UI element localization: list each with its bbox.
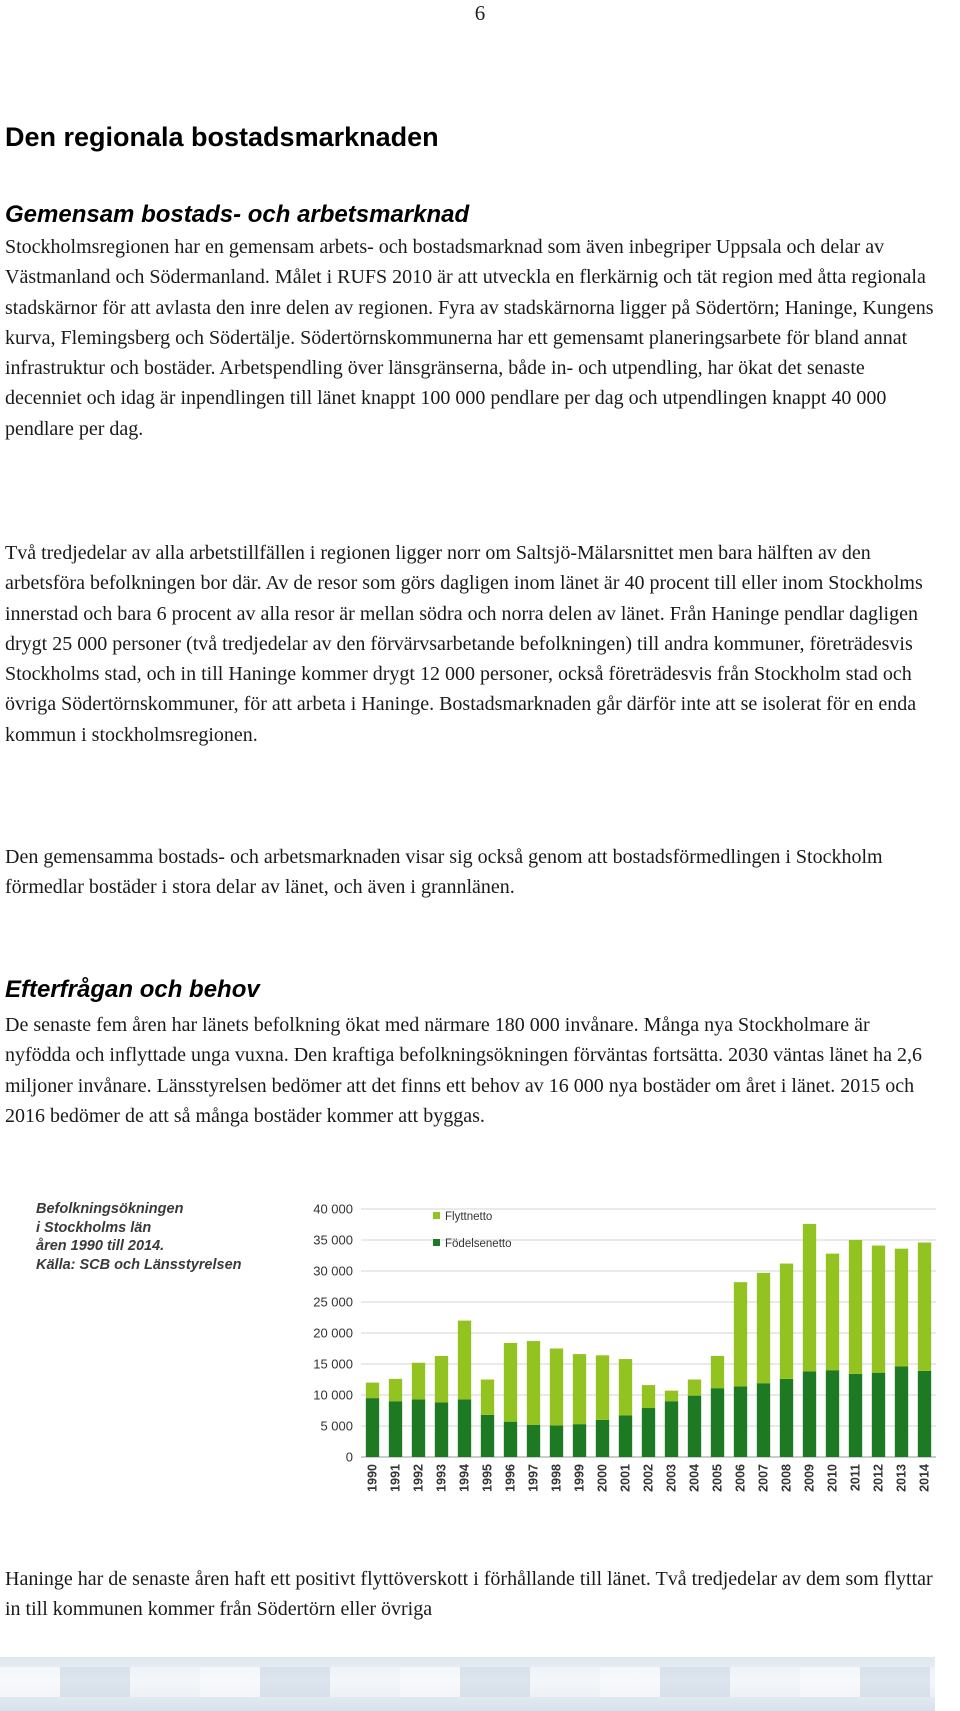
- x-tick-label: 1999: [572, 1464, 587, 1492]
- bar-fodelsenetto: [412, 1399, 425, 1457]
- x-tick-label: 2004: [687, 1464, 702, 1492]
- x-tick-label: 1992: [411, 1464, 426, 1492]
- bar-flyttnetto: [711, 1356, 724, 1388]
- paragraph-5: Haninge har de senaste åren haft ett positivt flyttöverskott i förhållande till länet. Två tredjedelar av dem som flyttar in till kommunen kommer från Södertörn eller övriga: [5, 1568, 933, 1621]
- x-tick-label: 1998: [549, 1464, 564, 1492]
- x-tick-label: 1994: [457, 1464, 472, 1492]
- bar-fodelsenetto: [435, 1402, 448, 1457]
- bar-flyttnetto: [412, 1363, 425, 1400]
- y-tick-label: 5 000: [320, 1418, 353, 1434]
- bar-fodelsenetto: [688, 1396, 701, 1457]
- bar-flyttnetto: [481, 1380, 494, 1415]
- page-title: Den regionala bostadsmarknaden: [5, 122, 439, 152]
- paragraph-2: Två tredjedelar av alla arbetstillfällen i regionen ligger norr om Saltsjö-Mälarsnittet men bara hälften av den arbetsföra befolkningen bor där. Av de resor som görs dagligen inom länet är 40 procent till eller inom Stockholms innerstad och bara 6 procent av alla resor är mellan södra och norra delen av länet. Från Haninge pendlar dagligen drygt 25 000 personer (två tredjedelar av den förvärvsarbetande befolkningen) till andra kommuner, företrädesvis Stockholms stad, och in till Haninge kommer drygt 12 000 personer, också företrädesvis från Stockholm stad och övriga Södertörnskommuner, för att arbeta i Haninge. Bostadsmarknaden går därför inte att se isolerat för en enda kommun i stockholmsregionen.: [5, 542, 923, 746]
- x-tick-label: 2000: [595, 1464, 610, 1492]
- bar-flyttnetto: [435, 1356, 448, 1403]
- bar-fodelsenetto: [757, 1383, 770, 1457]
- bar-flyttnetto: [734, 1282, 747, 1386]
- bar-flyttnetto: [780, 1264, 793, 1379]
- bar-flyttnetto: [642, 1385, 655, 1408]
- x-tick-label: 2013: [894, 1464, 909, 1492]
- legend-swatch: [433, 1212, 440, 1219]
- chart-caption-line: åren 1990 till 2014.: [36, 1238, 165, 1254]
- bar-flyttnetto: [366, 1383, 379, 1399]
- x-tick-label: 2007: [756, 1464, 771, 1492]
- x-tick-label: 2005: [710, 1464, 725, 1492]
- x-tick-label: 2012: [871, 1464, 886, 1492]
- x-tick-label: 2014: [917, 1464, 932, 1492]
- bar-flyttnetto: [688, 1380, 701, 1396]
- bar-flyttnetto: [550, 1349, 563, 1426]
- x-tick-label: 2009: [802, 1464, 817, 1492]
- y-tick-label: 35 000: [313, 1232, 353, 1248]
- bar-flyttnetto: [849, 1240, 862, 1374]
- bar-flyttnetto: [527, 1341, 540, 1425]
- population-chart: [28, 1190, 948, 1500]
- bar-fodelsenetto: [872, 1373, 885, 1457]
- x-tick-label: 1995: [480, 1464, 495, 1492]
- bar-fodelsenetto: [550, 1425, 563, 1457]
- bar-fodelsenetto: [918, 1371, 931, 1457]
- y-tick-label: 10 000: [313, 1387, 353, 1403]
- x-tick-label: 2010: [825, 1464, 840, 1492]
- bar-fodelsenetto: [803, 1371, 816, 1457]
- footer-decoration: [0, 1657, 935, 1711]
- bar-flyttnetto: [803, 1224, 816, 1372]
- paragraph-4: De senaste fem åren har länets befolkning ökat med närmare 180 000 invånare. Många nya Stockholmare är nyfödda och inflyttade unga vuxna. Den kraftiga befolkningsökningen förväntas fortsätta. 2030 väntas länet ha 2,6 miljoner invånare. Länsstyrelsen bedömer att det finns ett behov av 16 000 nya bostäder om året i länet. 2015 och 2016 bedömer de att så många bostäder kommer att byggas.: [5, 1014, 922, 1127]
- bar-fodelsenetto: [504, 1422, 517, 1457]
- bar-flyttnetto: [596, 1355, 609, 1419]
- bar-fodelsenetto: [849, 1374, 862, 1457]
- x-tick-label: 1993: [434, 1464, 449, 1492]
- bar-fodelsenetto: [780, 1379, 793, 1457]
- bar-fodelsenetto: [458, 1399, 471, 1457]
- y-tick-label: 25 000: [313, 1294, 353, 1310]
- chart-caption-source: Källa: SCB och Länsstyrelsen: [36, 1256, 242, 1273]
- bar-flyttnetto: [826, 1254, 839, 1371]
- bar-flyttnetto: [918, 1242, 931, 1370]
- bar-flyttnetto: [458, 1321, 471, 1400]
- chart-caption-line: Befolkningsökningen: [36, 1201, 184, 1217]
- legend-label: Flyttnetto: [445, 1211, 493, 1223]
- bar-flyttnetto: [872, 1246, 885, 1373]
- bar-fodelsenetto: [734, 1386, 747, 1457]
- bar-fodelsenetto: [665, 1401, 678, 1457]
- bar-fodelsenetto: [826, 1370, 839, 1457]
- bar-flyttnetto: [895, 1249, 908, 1367]
- x-tick-label: 2011: [848, 1464, 863, 1492]
- chart-plot: [28, 1190, 948, 1500]
- bar-flyttnetto: [389, 1379, 402, 1401]
- x-tick-label: 2008: [779, 1464, 794, 1492]
- bar-flyttnetto: [757, 1273, 770, 1383]
- y-tick-label: 15 000: [313, 1356, 353, 1372]
- section-heading-gemensam: Gemensam bostads- och arbetsmarknad: [5, 201, 470, 228]
- bar-flyttnetto: [573, 1354, 586, 1424]
- page-number: 6: [474, 1, 486, 25]
- y-tick-label: 0: [345, 1449, 353, 1465]
- bar-fodelsenetto: [481, 1415, 494, 1457]
- bar-flyttnetto: [619, 1359, 632, 1415]
- y-tick-label: 20 000: [313, 1325, 353, 1341]
- x-tick-label: 1991: [388, 1464, 403, 1492]
- x-tick-label: 2003: [664, 1464, 679, 1492]
- bar-fodelsenetto: [389, 1401, 402, 1457]
- y-tick-label: 30 000: [313, 1263, 353, 1279]
- x-tick-label: 2006: [733, 1464, 748, 1492]
- paragraph-3: Den gemensamma bostads- och arbetsmarknaden visar sig också genom att bostadsförmedlingen i Stockholm förmedlar bostäder i stora delar av länet, och även i grannlänen.: [5, 846, 883, 899]
- legend-label: Födelsenetto: [445, 1238, 512, 1250]
- chart-caption-line: i Stockholms län: [36, 1219, 152, 1236]
- bar-fodelsenetto: [596, 1420, 609, 1457]
- x-tick-label: 2002: [641, 1464, 656, 1492]
- y-tick-label: 40 000: [313, 1201, 353, 1217]
- bar-fodelsenetto: [366, 1398, 379, 1457]
- x-tick-label: 1996: [503, 1464, 518, 1492]
- bar-fodelsenetto: [711, 1388, 724, 1457]
- x-tick-label: 1990: [365, 1464, 380, 1492]
- bar-fodelsenetto: [619, 1415, 632, 1457]
- bar-flyttnetto: [504, 1343, 517, 1422]
- section-heading-efterfragan: Efterfrågan och behov: [5, 976, 260, 1003]
- x-tick-label: 1997: [526, 1464, 541, 1492]
- bar-fodelsenetto: [527, 1425, 540, 1457]
- x-tick-label: 2001: [618, 1464, 633, 1492]
- paragraph-1: Stockholmsregionen har en gemensam arbets- och bostadsmarknad som även inbegriper Uppsala och delar av Västmanland och Södermanland. Målet i RUFS 2010 är att utveckla en flerkärnig och tät region med åtta regionala stadskärnor för att avlasta den inre delen av regionen. Fyra av stadskärnorna ligger på Södertörn; Haninge, Kungens kurva, Flemingsberg och Södertälje. Södertörnskommunerna har ett gemensamt planeringsarbete för bland annat infrastruktur och bostäder. Arbetspendling över länsgränserna, både in- och utpendling, har ökat det senaste decenniet och idag är inpendlingen till länet knappt 100 000 pendlare per dag och utpendlingen knappt 40 000 pendlare per dag.: [5, 236, 934, 440]
- legend-swatch: [433, 1239, 440, 1246]
- bar-flyttnetto: [665, 1391, 678, 1402]
- bar-fodelsenetto: [573, 1424, 586, 1457]
- bar-fodelsenetto: [642, 1408, 655, 1457]
- bar-fodelsenetto: [895, 1366, 908, 1457]
